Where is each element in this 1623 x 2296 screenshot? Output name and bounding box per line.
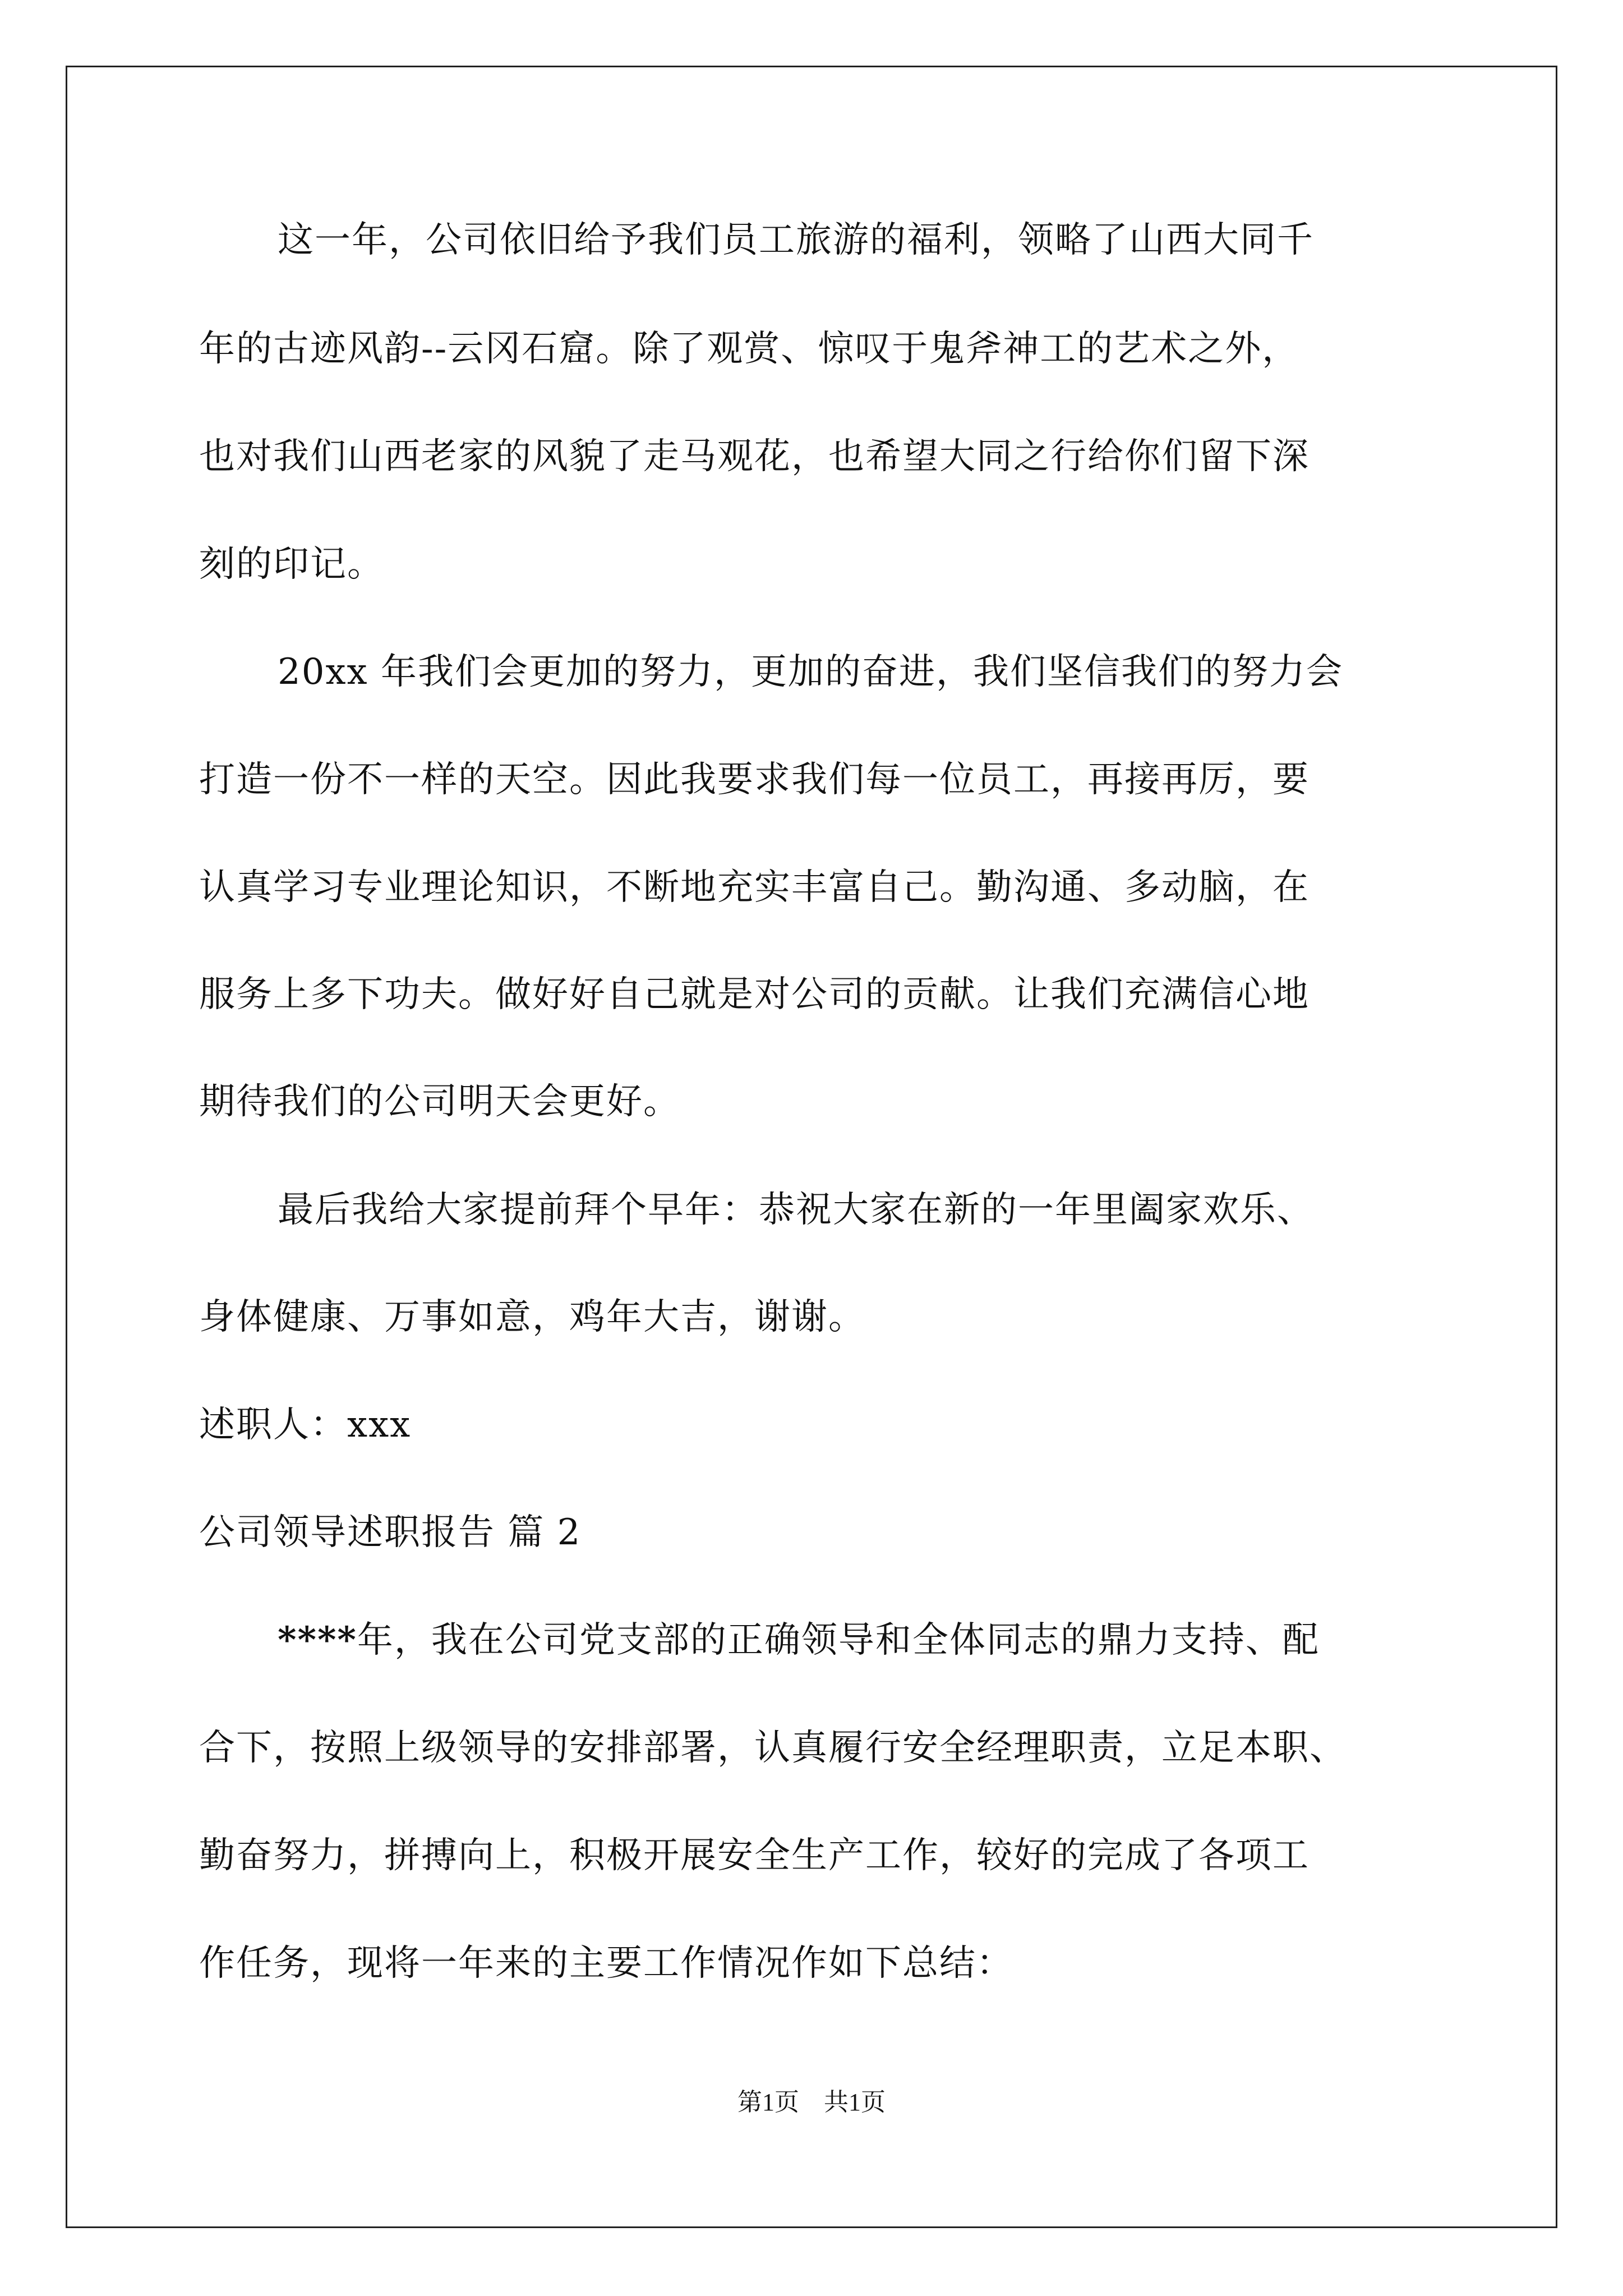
paragraph-effort-line-2: 打造一份不一样的天空。因此我要求我们每一位员工，再接再厉，要 (199, 759, 1310, 800)
paragraph-summary-line-1 (199, 1613, 1433, 1667)
signature-line: 述职人：xxx (199, 1404, 412, 1446)
paragraph-effort-line-3: 认真学习专业理论知识，不断地充实丰富自己。勤沟通、多动脑，在 (199, 867, 1310, 908)
paragraph-travel-line-1: 这一年，公司依旧给予我们员工旅游的福利，领略了山西大同千 (278, 219, 1314, 261)
paragraph-summary-line-1-text: 年，我在公司党支部的正确领导和全体同志的鼎力支持、配 (357, 1619, 1320, 1661)
paragraph-effort-line-4: 服务上多下功夫。做好好自己就是对公司的贡献。让我们充满信心地 (199, 974, 1310, 1015)
document-body (199, 213, 1433, 1990)
paragraph-effort-line-5: 期待我们的公司明天会更好。 (199, 1081, 680, 1122)
masked-year: **** (278, 1619, 357, 1661)
paragraph-summary-line-4: 作任务，现将一年来的主要工作情况作如下总结： (199, 1943, 1013, 1984)
paragraph-summary-line-2: 合下，按照上级领导的安排部署，认真履行安全经理职责，立足本职、 (199, 1727, 1347, 1769)
section-heading: 公司领导述职报告 篇 2 (199, 1512, 582, 1553)
page-footer: 第1页 共1页 (737, 2088, 886, 2116)
paragraph-summary-line-3: 勤奋努力，拼搏向上，积极开展安全生产工作，较好的完成了各项工 (199, 1835, 1310, 1876)
paragraph-travel-line-2: 年的古迹风韵--云冈石窟。除了观赏、惊叹于鬼斧神工的艺术之外， (199, 328, 1299, 370)
paragraph-greeting-line-2: 身体健康、万事如意，鸡年大吉，谢谢。 (199, 1296, 865, 1338)
paragraph-travel-line-3: 也对我们山西老家的风貌了走马观花，也希望大同之行给你们留下深 (199, 436, 1310, 477)
paragraph-travel-line-4: 刻的印记。 (199, 544, 384, 585)
paragraph-effort-line-1: 20xx 年我们会更加的努力，更加的奋进，我们坚信我们的努力会 (278, 651, 1343, 693)
paragraph-greeting-line-1: 最后我给大家提前拜个早年：恭祝大家在新的一年里阖家欢乐、 (278, 1189, 1314, 1231)
